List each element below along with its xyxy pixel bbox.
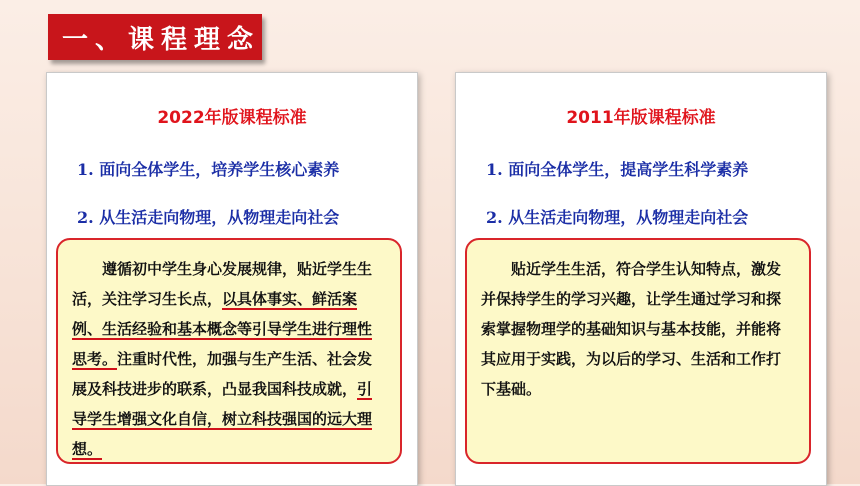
point-2-2011: 2. 从生活走向物理，从物理走向社会	[486, 208, 749, 227]
note-2022	[56, 238, 402, 464]
note-2011	[465, 238, 811, 464]
section-title-banner	[48, 14, 262, 60]
note-2011-text: 贴近学生生活，符合学生认知特点，激发并保持学生的学习兴趣，让学生通过学习和探索掌握物理学的基础知识与基本技能，并能将其应用于实践，为以后的学习、生活和工作打下基础。	[481, 260, 782, 398]
note-2022-text-1: 遵循初中学生身心发展规律，贴近学生生活，关注学习生长点，	[72, 260, 373, 308]
note-2022-underlined-2: 引导学生增强文化自信，树立科技强国的远大理想。	[72, 380, 373, 458]
section-title: 一、课程理念	[62, 24, 261, 55]
point-1-2022: 1. 面向全体学生，培养学生核心素养	[77, 160, 340, 179]
panel-heading-2022: 2022年版课程标准	[157, 108, 307, 128]
point-2-2022: 2. 从生活走向物理，从物理走向社会	[77, 208, 340, 227]
panel-heading-2011: 2011年版课程标准	[566, 108, 716, 128]
note-2022-underlined-1: 以具体事实、鲜活案例、生活经验和基本概念等引导学生进行理性思考。	[72, 290, 373, 368]
note-2022-text-2: 注重时代性，加强与生产生活、社会发展及科技进步的联系，凸显我国科技成就，	[72, 350, 373, 398]
point-1-2011: 1. 面向全体学生，提高学生科学素养	[486, 160, 749, 179]
